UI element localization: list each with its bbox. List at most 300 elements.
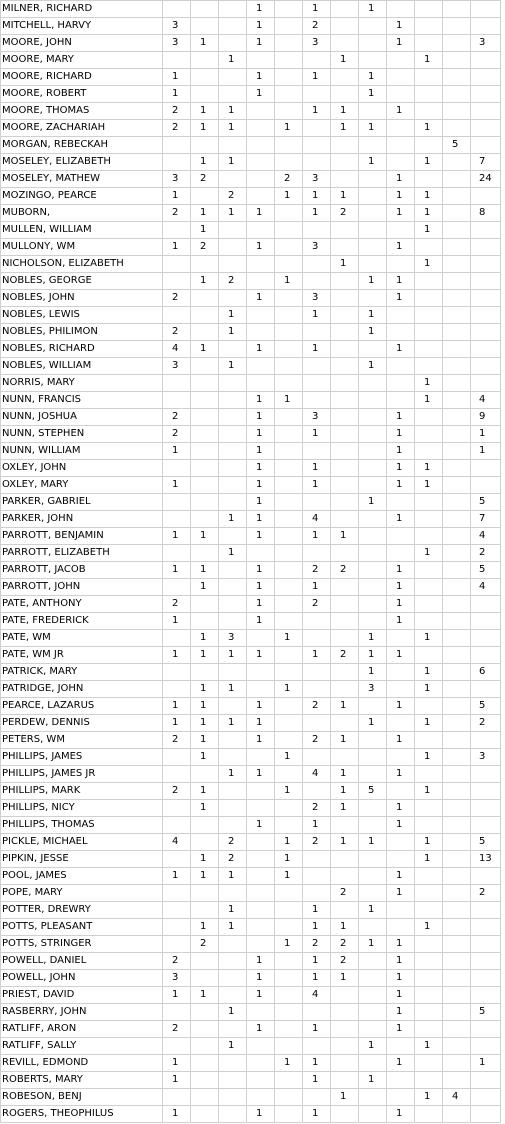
table-row (1, 1021, 501, 1038)
count-cell-col-10: 1 (415, 851, 443, 868)
count-cell-col-11 (443, 324, 471, 341)
count-cell-col-5 (275, 528, 303, 545)
count-cell-col-5 (275, 375, 303, 392)
count-cell-col-2 (191, 477, 219, 494)
count-cell-col-7: 2 (331, 647, 359, 664)
count-cell-col-3 (219, 392, 247, 409)
count-cell-col-7 (331, 273, 359, 290)
count-cell-col-3 (219, 409, 247, 426)
count-cell-col-2 (191, 953, 219, 970)
count-cell-col-8 (359, 239, 387, 256)
count-cell-col-10 (415, 1106, 443, 1123)
count-cell-col-5: 1 (275, 834, 303, 851)
count-cell-col-7 (331, 35, 359, 52)
count-cell-col-9 (387, 392, 415, 409)
count-cell-col-9 (387, 664, 415, 681)
count-cell-col-9: 1 (387, 800, 415, 817)
count-cell-col-1 (163, 630, 191, 647)
person-name-cell: PARROTT, JACOB (1, 562, 163, 579)
count-cell-col-3 (219, 970, 247, 987)
count-cell-col-1 (163, 664, 191, 681)
count-cell-col-2 (191, 1072, 219, 1089)
count-cell-col-4: 1 (247, 562, 275, 579)
count-cell-col-4: 1 (247, 953, 275, 970)
count-cell-col-2 (191, 137, 219, 154)
count-cell-col-7 (331, 137, 359, 154)
person-name-cell: PARKER, JOHN (1, 511, 163, 528)
count-cell-col-2 (191, 290, 219, 307)
count-cell-col-6 (303, 375, 331, 392)
table-row (1, 205, 501, 222)
count-cell-col-3 (219, 341, 247, 358)
count-cell-col-7 (331, 1021, 359, 1038)
count-cell-col-10 (415, 443, 443, 460)
count-cell-col-8 (359, 868, 387, 885)
count-cell-col-7: 1 (331, 970, 359, 987)
count-cell-col-1 (163, 919, 191, 936)
count-cell-col-2: 1 (191, 630, 219, 647)
count-cell-col-6 (303, 749, 331, 766)
count-cell-col-10 (415, 69, 443, 86)
count-cell-col-2: 1 (191, 868, 219, 885)
count-cell-col-12: 4 (471, 579, 501, 596)
count-cell-col-3: 1 (219, 545, 247, 562)
table-row (1, 970, 501, 987)
count-cell-col-3: 1 (219, 715, 247, 732)
count-cell-col-3 (219, 817, 247, 834)
count-cell-col-4 (247, 103, 275, 120)
count-cell-col-4 (247, 154, 275, 171)
count-cell-col-8 (359, 1089, 387, 1106)
count-cell-col-11 (443, 1004, 471, 1021)
count-cell-col-10: 1 (415, 460, 443, 477)
count-cell-col-8: 1 (359, 902, 387, 919)
count-cell-col-4 (247, 1055, 275, 1072)
count-cell-col-6 (303, 120, 331, 137)
count-cell-col-3: 2 (219, 851, 247, 868)
count-cell-col-11 (443, 1038, 471, 1055)
count-cell-col-3 (219, 749, 247, 766)
count-cell-col-1: 1 (163, 1072, 191, 1089)
count-cell-col-1: 4 (163, 341, 191, 358)
count-cell-col-12 (471, 460, 501, 477)
count-cell-col-4 (247, 171, 275, 188)
count-cell-col-10 (415, 324, 443, 341)
count-cell-col-9: 1 (387, 987, 415, 1004)
count-cell-col-4: 1 (247, 290, 275, 307)
count-cell-col-8 (359, 970, 387, 987)
count-cell-col-2: 1 (191, 681, 219, 698)
count-cell-col-10 (415, 987, 443, 1004)
count-cell-col-4 (247, 137, 275, 154)
count-cell-col-7 (331, 392, 359, 409)
count-cell-col-12: 4 (471, 528, 501, 545)
count-cell-col-12 (471, 613, 501, 630)
count-cell-col-3: 1 (219, 324, 247, 341)
count-cell-col-6 (303, 681, 331, 698)
table-row (1, 1072, 501, 1089)
table-row (1, 358, 501, 375)
count-cell-col-11 (443, 1, 471, 18)
count-cell-col-1: 4 (163, 834, 191, 851)
count-cell-col-10 (415, 732, 443, 749)
count-cell-col-2 (191, 18, 219, 35)
person-name-cell: ROBERTS, MARY (1, 1072, 163, 1089)
count-cell-col-4: 1 (247, 647, 275, 664)
table-row (1, 52, 501, 69)
count-cell-col-4: 1 (247, 1, 275, 18)
count-cell-col-8 (359, 596, 387, 613)
count-cell-col-6: 1 (303, 426, 331, 443)
count-cell-col-12: 4 (471, 392, 501, 409)
table-row (1, 222, 501, 239)
count-cell-col-4: 1 (247, 766, 275, 783)
count-cell-col-7 (331, 545, 359, 562)
table-row (1, 613, 501, 630)
table-row (1, 188, 501, 205)
count-cell-col-6: 1 (303, 1072, 331, 1089)
count-cell-col-10: 1 (415, 783, 443, 800)
count-cell-col-4 (247, 222, 275, 239)
count-cell-col-6: 1 (303, 1106, 331, 1123)
table-row (1, 817, 501, 834)
count-cell-col-10: 1 (415, 188, 443, 205)
count-cell-col-9: 1 (387, 35, 415, 52)
count-cell-col-8: 1 (359, 154, 387, 171)
count-cell-col-11 (443, 919, 471, 936)
count-cell-col-6: 4 (303, 766, 331, 783)
count-cell-col-10: 1 (415, 120, 443, 137)
count-cell-col-12 (471, 69, 501, 86)
count-cell-col-4: 1 (247, 392, 275, 409)
person-name-cell: PEARCE, LAZARUS (1, 698, 163, 715)
count-cell-col-1 (163, 1038, 191, 1055)
count-cell-col-7: 1 (331, 783, 359, 800)
person-name-cell: POOL, JAMES (1, 868, 163, 885)
count-cell-col-8 (359, 579, 387, 596)
count-cell-col-1: 1 (163, 443, 191, 460)
count-cell-col-2: 1 (191, 579, 219, 596)
count-cell-col-6 (303, 630, 331, 647)
count-cell-col-7 (331, 1004, 359, 1021)
count-cell-col-10: 1 (415, 1038, 443, 1055)
count-cell-col-3 (219, 494, 247, 511)
count-cell-col-10 (415, 868, 443, 885)
count-cell-col-3: 1 (219, 766, 247, 783)
table-row (1, 698, 501, 715)
count-cell-col-11 (443, 239, 471, 256)
count-cell-col-3 (219, 477, 247, 494)
count-cell-col-6 (303, 664, 331, 681)
count-cell-col-8 (359, 35, 387, 52)
count-cell-col-1 (163, 766, 191, 783)
person-name-cell: PHILLIPS, JAMES (1, 749, 163, 766)
count-cell-col-12 (471, 273, 501, 290)
count-cell-col-6: 1 (303, 1021, 331, 1038)
count-cell-col-3 (219, 953, 247, 970)
count-cell-col-4: 1 (247, 715, 275, 732)
count-cell-col-6 (303, 392, 331, 409)
count-cell-col-9 (387, 1038, 415, 1055)
count-cell-col-11 (443, 681, 471, 698)
count-cell-col-11 (443, 851, 471, 868)
count-cell-col-8 (359, 885, 387, 902)
count-cell-col-1 (163, 494, 191, 511)
table-row (1, 375, 501, 392)
count-cell-col-7: 2 (331, 885, 359, 902)
count-cell-col-3: 2 (219, 273, 247, 290)
count-cell-col-10 (415, 273, 443, 290)
count-cell-col-6 (303, 137, 331, 154)
count-cell-col-3 (219, 171, 247, 188)
count-cell-col-9 (387, 749, 415, 766)
count-cell-col-12 (471, 477, 501, 494)
count-cell-col-8 (359, 613, 387, 630)
count-cell-col-4 (247, 120, 275, 137)
count-cell-col-5 (275, 205, 303, 222)
count-cell-col-3: 1 (219, 919, 247, 936)
table-row (1, 732, 501, 749)
count-cell-col-8 (359, 290, 387, 307)
person-name-cell: POTTER, DREWRY (1, 902, 163, 919)
person-name-cell: PATRIDGE, JOHN (1, 681, 163, 698)
count-cell-col-3: 1 (219, 868, 247, 885)
count-cell-col-4: 1 (247, 18, 275, 35)
count-cell-col-10 (415, 885, 443, 902)
count-cell-col-2: 1 (191, 783, 219, 800)
count-cell-col-12: 5 (471, 494, 501, 511)
count-cell-col-9 (387, 52, 415, 69)
person-name-cell: RATLIFF, ARON (1, 1021, 163, 1038)
count-cell-col-10 (415, 103, 443, 120)
count-cell-col-4 (247, 664, 275, 681)
count-cell-col-9: 1 (387, 562, 415, 579)
person-name-cell: OXLEY, JOHN (1, 460, 163, 477)
count-cell-col-6 (303, 494, 331, 511)
count-cell-col-11 (443, 477, 471, 494)
count-cell-col-2: 1 (191, 341, 219, 358)
count-cell-col-6: 1 (303, 103, 331, 120)
count-cell-col-5 (275, 1, 303, 18)
count-cell-col-7: 1 (331, 766, 359, 783)
table-row (1, 35, 501, 52)
count-cell-col-5 (275, 562, 303, 579)
count-cell-col-11 (443, 936, 471, 953)
count-cell-col-1 (163, 273, 191, 290)
count-cell-col-9 (387, 69, 415, 86)
table-row (1, 511, 501, 528)
count-cell-col-12 (471, 307, 501, 324)
count-cell-col-12 (471, 120, 501, 137)
count-cell-col-8 (359, 562, 387, 579)
count-cell-col-6: 3 (303, 35, 331, 52)
count-cell-col-3 (219, 137, 247, 154)
count-cell-col-2: 1 (191, 919, 219, 936)
count-cell-col-9: 1 (387, 477, 415, 494)
count-cell-col-6: 2 (303, 732, 331, 749)
count-cell-col-10 (415, 953, 443, 970)
count-cell-col-3: 1 (219, 902, 247, 919)
count-cell-col-11 (443, 188, 471, 205)
count-cell-col-11 (443, 273, 471, 290)
count-cell-col-9 (387, 681, 415, 698)
count-cell-col-4 (247, 375, 275, 392)
count-cell-col-10: 1 (415, 919, 443, 936)
table-row (1, 307, 501, 324)
person-name-cell: NOBLES, RICHARD (1, 341, 163, 358)
count-cell-col-10: 1 (415, 664, 443, 681)
count-cell-col-4: 1 (247, 239, 275, 256)
person-name-cell: MULLEN, WILLIAM (1, 222, 163, 239)
count-cell-col-8 (359, 1055, 387, 1072)
count-cell-col-2 (191, 1021, 219, 1038)
count-cell-col-10: 1 (415, 477, 443, 494)
count-cell-col-4: 1 (247, 494, 275, 511)
count-cell-col-5 (275, 86, 303, 103)
count-cell-col-5 (275, 800, 303, 817)
count-cell-col-6: 1 (303, 188, 331, 205)
count-cell-col-5 (275, 817, 303, 834)
count-cell-col-11 (443, 1021, 471, 1038)
count-cell-col-8 (359, 511, 387, 528)
person-name-cell: PHILLIPS, MARK (1, 783, 163, 800)
count-cell-col-8: 1 (359, 120, 387, 137)
count-cell-col-6: 2 (303, 18, 331, 35)
count-cell-col-11 (443, 290, 471, 307)
count-cell-col-5 (275, 1038, 303, 1055)
count-cell-col-8: 5 (359, 783, 387, 800)
count-cell-col-8: 1 (359, 630, 387, 647)
person-name-cell: POTTS, PLEASANT (1, 919, 163, 936)
person-name-cell: PATE, WM (1, 630, 163, 647)
count-cell-col-4: 1 (247, 86, 275, 103)
count-cell-col-5 (275, 545, 303, 562)
count-cell-col-1: 3 (163, 35, 191, 52)
count-cell-col-1 (163, 256, 191, 273)
count-cell-col-8 (359, 341, 387, 358)
count-cell-col-4 (247, 545, 275, 562)
person-name-cell: NOBLES, WILLIAM (1, 358, 163, 375)
count-cell-col-8: 1 (359, 358, 387, 375)
count-cell-col-4 (247, 630, 275, 647)
count-cell-col-2: 2 (191, 936, 219, 953)
count-cell-col-11 (443, 1106, 471, 1123)
count-cell-col-9 (387, 1089, 415, 1106)
count-cell-col-8: 1 (359, 1072, 387, 1089)
count-cell-col-6: 1 (303, 477, 331, 494)
count-cell-col-5: 1 (275, 392, 303, 409)
count-cell-col-10 (415, 936, 443, 953)
count-cell-col-8: 1 (359, 664, 387, 681)
count-cell-col-8 (359, 1004, 387, 1021)
count-cell-col-9: 1 (387, 698, 415, 715)
count-cell-col-11 (443, 494, 471, 511)
count-cell-col-2 (191, 1004, 219, 1021)
count-cell-col-10 (415, 562, 443, 579)
person-name-cell: PATE, ANTHONY (1, 596, 163, 613)
count-cell-col-5: 1 (275, 630, 303, 647)
count-cell-col-3 (219, 783, 247, 800)
count-cell-col-12 (471, 18, 501, 35)
count-cell-col-5 (275, 1072, 303, 1089)
count-cell-col-10: 1 (415, 205, 443, 222)
count-cell-col-1: 1 (163, 188, 191, 205)
count-cell-col-1 (163, 1089, 191, 1106)
count-cell-col-8 (359, 137, 387, 154)
count-cell-col-4 (247, 834, 275, 851)
count-cell-col-5: 1 (275, 681, 303, 698)
count-cell-col-3: 1 (219, 681, 247, 698)
count-cell-col-9 (387, 154, 415, 171)
count-cell-col-5 (275, 511, 303, 528)
table-row (1, 341, 501, 358)
count-cell-col-11 (443, 545, 471, 562)
table-row (1, 1, 501, 18)
count-cell-col-11 (443, 970, 471, 987)
count-cell-col-8: 1 (359, 494, 387, 511)
count-cell-col-7 (331, 375, 359, 392)
count-cell-col-12 (471, 290, 501, 307)
count-cell-col-8: 1 (359, 647, 387, 664)
count-cell-col-7 (331, 596, 359, 613)
count-cell-col-1: 2 (163, 596, 191, 613)
count-cell-col-6 (303, 443, 331, 460)
count-cell-col-4 (247, 52, 275, 69)
table-row (1, 1004, 501, 1021)
table-row (1, 528, 501, 545)
count-cell-col-1 (163, 851, 191, 868)
count-cell-col-11 (443, 222, 471, 239)
count-cell-col-4: 1 (247, 596, 275, 613)
table-row (1, 273, 501, 290)
count-cell-col-5 (275, 579, 303, 596)
count-cell-col-2 (191, 885, 219, 902)
count-cell-col-6 (303, 715, 331, 732)
person-name-cell: NOBLES, LEWIS (1, 307, 163, 324)
count-cell-col-12 (471, 970, 501, 987)
person-name-cell: MORGAN, REBECKAH (1, 137, 163, 154)
count-cell-col-4: 1 (247, 613, 275, 630)
count-cell-col-8 (359, 1021, 387, 1038)
count-cell-col-1: 2 (163, 324, 191, 341)
table-row (1, 783, 501, 800)
table-body (1, 1, 501, 1123)
table-row (1, 120, 501, 137)
count-cell-col-2 (191, 1038, 219, 1055)
count-cell-col-7 (331, 817, 359, 834)
person-name-cell: PATE, WM JR (1, 647, 163, 664)
count-cell-col-2: 1 (191, 749, 219, 766)
count-cell-col-5 (275, 613, 303, 630)
count-cell-col-1: 3 (163, 171, 191, 188)
count-cell-col-7 (331, 341, 359, 358)
count-cell-col-2 (191, 443, 219, 460)
count-cell-col-2: 1 (191, 528, 219, 545)
count-cell-col-6 (303, 222, 331, 239)
count-cell-col-10: 1 (415, 52, 443, 69)
count-cell-col-3 (219, 1106, 247, 1123)
count-cell-col-5 (275, 715, 303, 732)
count-cell-col-9 (387, 851, 415, 868)
count-cell-col-8 (359, 443, 387, 460)
count-cell-col-7 (331, 1106, 359, 1123)
count-cell-col-7 (331, 460, 359, 477)
person-name-cell: PARROTT, BENJAMIN (1, 528, 163, 545)
count-cell-col-7: 1 (331, 256, 359, 273)
count-cell-col-1: 1 (163, 613, 191, 630)
count-cell-col-6: 3 (303, 409, 331, 426)
count-cell-col-7 (331, 358, 359, 375)
